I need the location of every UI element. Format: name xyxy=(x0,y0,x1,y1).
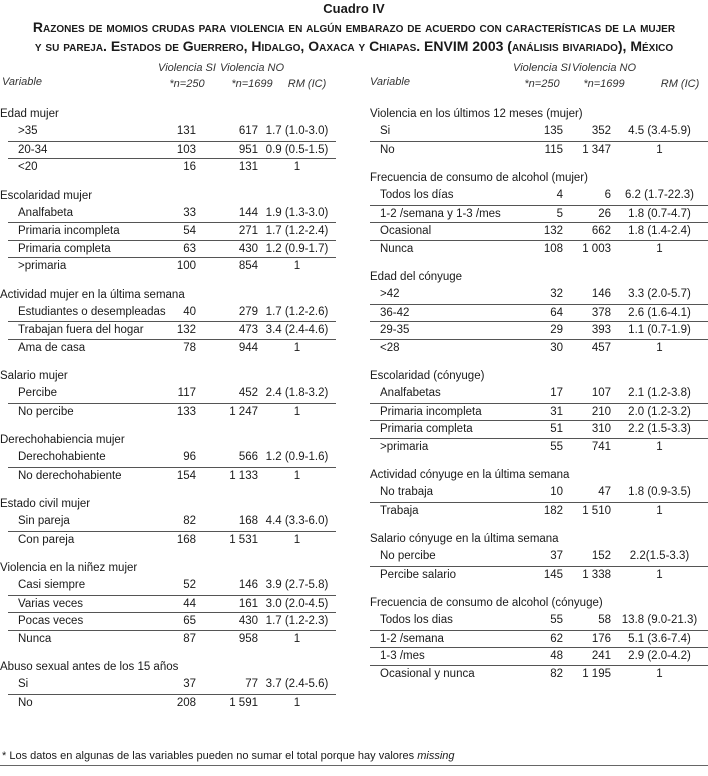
odds-ratio-ci: 2.9 (2.0-4.2) xyxy=(628,650,691,662)
odds-ratio-ci: 1 xyxy=(656,667,663,680)
section-title: Salario cónyuge en la última semana xyxy=(370,533,559,545)
row-label: Analfabetas xyxy=(380,387,441,399)
row-label: 1-2 /semana xyxy=(380,632,444,645)
row-label: >35 xyxy=(18,125,38,137)
header-si-right xyxy=(513,60,571,92)
violencia-no-count: 310 xyxy=(591,423,611,435)
table-row xyxy=(370,438,708,456)
violencia-si-count: 96 xyxy=(183,451,196,463)
row-label: Todos los días xyxy=(380,189,454,201)
violencia-si-count: 64 xyxy=(550,306,563,319)
violencia-no-count: 47 xyxy=(598,486,611,498)
violencia-si-count: 37 xyxy=(183,678,196,690)
violencia-no-count: 617 xyxy=(238,125,258,137)
violencia-no-count: 279 xyxy=(238,305,258,318)
violencia-si-count: 5 xyxy=(556,207,563,220)
table-section xyxy=(0,368,336,420)
violencia-si-count: 4 xyxy=(556,189,563,201)
violencia-si-count: 16 xyxy=(183,161,196,173)
table-section xyxy=(362,595,708,682)
table-section xyxy=(362,467,708,519)
violencia-no-count: 58 xyxy=(598,614,611,626)
violencia-si-count: 65 xyxy=(183,615,196,627)
violencia-si-count: 117 xyxy=(177,387,196,399)
odds-ratio-ci: 1 xyxy=(293,161,301,173)
odds-ratio-ci: 1.8 (0.7-4.7) xyxy=(628,207,691,220)
row-label: Estudiantes o desempleadas xyxy=(18,305,166,318)
violencia-no-count: 352 xyxy=(591,125,611,137)
violencia-no-count: 944 xyxy=(238,341,258,354)
header-variable-right: Variable xyxy=(370,76,410,88)
table-row xyxy=(8,595,336,613)
violencia-si-count: 63 xyxy=(183,242,196,255)
row-label: <20 xyxy=(18,161,38,173)
header-si-label: Violencia SI xyxy=(513,62,571,74)
odds-ratio-ci: 3.9 (2.7-5.8) xyxy=(265,579,329,591)
odds-ratio-ci: 5.1 (3.6-7.4) xyxy=(628,632,691,645)
table-section xyxy=(0,432,336,484)
violencia-no-count: 168 xyxy=(238,515,258,527)
violencia-no-count: 1 247 xyxy=(229,405,258,418)
table-row xyxy=(370,222,708,240)
violencia-no-count: 1 003 xyxy=(582,242,611,255)
table-row xyxy=(370,187,708,205)
table-row xyxy=(8,449,336,467)
row-label: Primaria completa xyxy=(380,423,473,435)
violencia-no-count: 566 xyxy=(238,451,258,463)
violencia-si-count: 115 xyxy=(544,143,563,156)
header-no-left xyxy=(220,60,284,92)
table-row xyxy=(8,577,336,595)
odds-ratio-ci: 13.8 (9.0-21.3) xyxy=(621,614,698,626)
header-rm-left: RM (IC) xyxy=(287,78,327,90)
violencia-no-count: 210 xyxy=(591,405,611,418)
table-row xyxy=(370,240,708,258)
violencia-si-count: 154 xyxy=(176,469,196,482)
odds-ratio-ci: 1 xyxy=(293,533,301,546)
violencia-si-count: 55 xyxy=(550,614,563,626)
header-no-n: *n=1699 xyxy=(583,78,625,90)
odds-ratio-ci: 3.7 (2.4-5.6) xyxy=(265,678,329,690)
table-row xyxy=(8,531,336,549)
row-label: Nunca xyxy=(18,632,52,645)
row-label: Derechohabiente xyxy=(18,451,106,463)
header-si-n: *n=250 xyxy=(169,78,205,90)
table-row xyxy=(8,694,336,712)
violencia-no-count: 77 xyxy=(245,678,258,690)
section-title: Actividad cónyuge en la última semana xyxy=(370,469,570,481)
table-section xyxy=(362,531,708,583)
violencia-no-count: 26 xyxy=(598,207,611,220)
violencia-no-count: 131 xyxy=(238,161,258,173)
table-row xyxy=(8,240,336,258)
table-row xyxy=(370,141,708,159)
section-title: Edad mujer xyxy=(0,108,59,120)
table-row xyxy=(8,222,336,240)
violencia-si-count: 100 xyxy=(176,260,196,272)
violencia-si-count: 30 xyxy=(550,341,563,354)
row-label: Primaria incompleta xyxy=(18,225,120,237)
header-si-label: Violencia SI xyxy=(158,62,216,74)
table-row xyxy=(370,339,708,357)
violencia-no-count: 662 xyxy=(591,225,611,237)
table-row xyxy=(370,630,708,648)
row-label: Todos los dias xyxy=(380,614,453,626)
violencia-no-count: 1 133 xyxy=(229,469,258,482)
row-label: 29-35 xyxy=(380,324,410,336)
row-label: No percibe xyxy=(18,405,74,418)
table-number: Cuadro IV xyxy=(323,1,385,16)
violencia-si-count: 208 xyxy=(176,696,196,709)
odds-ratio-ci: 2.6 (1.6-4.1) xyxy=(628,306,691,319)
violencia-no-count: 430 xyxy=(238,242,258,255)
violencia-si-count: 37 xyxy=(550,550,563,562)
violencia-no-count: 176 xyxy=(591,632,611,645)
table-section xyxy=(0,560,336,647)
violencia-no-count: 741 xyxy=(591,440,611,453)
row-label: Casi siempre xyxy=(18,579,86,591)
table-section xyxy=(362,368,708,455)
table-section xyxy=(0,287,336,357)
row-label: Ocasional y nunca xyxy=(380,667,475,680)
violencia-no-count: 6 xyxy=(604,189,611,201)
row-label: No derechohabiente xyxy=(18,469,122,482)
violencia-no-count: 161 xyxy=(238,597,258,610)
table-section xyxy=(0,106,336,176)
odds-ratio-ci: 3.4 (2.4-4.6) xyxy=(265,324,329,336)
odds-ratio-ci: 4.5 (3.4-5.9) xyxy=(628,125,691,137)
violencia-si-count: 62 xyxy=(550,632,563,645)
table-row xyxy=(370,612,708,630)
section-title: Escolaridad mujer xyxy=(0,189,93,202)
odds-ratio-ci: 1 xyxy=(293,405,301,418)
odds-ratio-ci: 0.9 (0.5-1.5) xyxy=(265,143,329,156)
header-si-left xyxy=(158,60,216,92)
violencia-si-count: 135 xyxy=(543,125,563,137)
odds-ratio-ci: 1.1 (0.7-1.9) xyxy=(628,324,691,336)
footnote-italic: missing xyxy=(417,750,455,762)
table-row xyxy=(8,304,336,322)
violencia-si-count: 131 xyxy=(176,125,196,137)
row-label: Ocasional xyxy=(380,225,432,237)
table-row xyxy=(370,484,708,502)
violencia-si-count: 132 xyxy=(543,225,563,237)
violencia-no-count: 144 xyxy=(238,206,258,219)
odds-ratio-ci: 1 xyxy=(293,469,301,482)
odds-ratio-ci: 1.7 (1.0-3.0) xyxy=(265,125,329,137)
row-label: 36-42 xyxy=(380,306,410,319)
violencia-si-count: 87 xyxy=(183,632,196,645)
violencia-no-count: 271 xyxy=(238,225,258,237)
violencia-si-count: 33 xyxy=(183,206,196,219)
title-line-1: Razones de momios crudas para violencia en algún embarazo de acuerdo con características de la mujer xyxy=(32,19,676,35)
table-row xyxy=(8,158,336,176)
table-row xyxy=(370,647,708,665)
table-row xyxy=(370,304,708,322)
row-label: Primaria incompleta xyxy=(380,405,482,418)
table-section xyxy=(0,496,336,548)
row-label: Sin pareja xyxy=(18,515,70,527)
row-label: Si xyxy=(380,125,391,137)
title-line-2: y su pareja. Estados de Guerrero, Hidalgo, Oaxaca y Chiapas. ENVIM 2003 (análisis bivariado), México xyxy=(34,38,674,54)
odds-ratio-ci: 4.4 (3.3-6.0) xyxy=(265,515,329,527)
section-title: Derechohabiencia mujer xyxy=(0,434,125,446)
table-row xyxy=(8,257,336,275)
row-label: 20-34 xyxy=(18,143,48,156)
violencia-no-count: 1 531 xyxy=(229,533,258,546)
violencia-si-count: 54 xyxy=(183,225,196,237)
table-row xyxy=(8,513,336,531)
row-label: >primaria xyxy=(380,440,429,453)
odds-ratio-ci: 2.0 (1.2-3.2) xyxy=(628,405,691,418)
section-title: Frecuencia de consumo de alcohol (mujer) xyxy=(370,172,588,184)
violencia-si-count: 133 xyxy=(176,405,196,418)
violencia-no-count: 452 xyxy=(238,387,258,399)
header-si-n: *n=250 xyxy=(524,78,560,90)
odds-ratio-ci: 1 xyxy=(293,696,301,709)
table-row xyxy=(8,630,336,648)
violencia-si-count: 108 xyxy=(543,242,563,255)
violencia-no-count: 951 xyxy=(238,143,258,156)
odds-ratio-ci: 1 xyxy=(293,341,301,354)
table-row xyxy=(370,205,708,223)
violencia-si-count: 32 xyxy=(550,288,563,300)
header-variable-left: Variable xyxy=(2,76,42,88)
violencia-si-count: 82 xyxy=(183,515,196,527)
violencia-si-count: 52 xyxy=(183,579,196,591)
violencia-no-count: 393 xyxy=(591,324,611,336)
violencia-si-count: 55 xyxy=(550,440,563,453)
violencia-si-count: 10 xyxy=(550,486,563,498)
footnote xyxy=(2,750,455,762)
violencia-no-count: 146 xyxy=(238,579,258,591)
violencia-si-count: 51 xyxy=(550,423,563,435)
table-row xyxy=(8,612,336,630)
table-row xyxy=(8,339,336,357)
row-label: Primaria completa xyxy=(18,242,111,255)
odds-ratio-ci: 6.2 (1.7-22.3) xyxy=(624,189,695,201)
section-title: Salario mujer xyxy=(0,370,68,382)
table-section xyxy=(362,170,708,257)
section-title: Violencia en la niñez mujer xyxy=(0,562,138,574)
odds-ratio-ci: 1.7 (1.2-2.4) xyxy=(265,225,329,237)
violencia-no-count: 1 347 xyxy=(582,143,611,156)
row-label: Nunca xyxy=(380,242,414,255)
header-rm-right: RM (IC) xyxy=(660,78,700,90)
violencia-si-count: 44 xyxy=(183,597,196,610)
odds-ratio-ci: 1 xyxy=(656,504,663,517)
table-row xyxy=(370,321,708,339)
odds-ratio-ci: 2.1 (1.2-3.8) xyxy=(628,387,691,399)
odds-ratio-ci: 1.8 (0.9-3.5) xyxy=(628,486,691,498)
odds-ratio-ci: 1.2 (0.9-1.6) xyxy=(265,451,329,463)
odds-ratio-ci: 1.9 (1.3-3.0) xyxy=(265,206,329,219)
violencia-no-count: 241 xyxy=(591,650,611,662)
violencia-no-count: 1 510 xyxy=(582,504,611,517)
odds-ratio-ci: 2.4 (1.8-3.2) xyxy=(265,387,329,399)
table-row xyxy=(370,566,708,584)
table-row xyxy=(370,123,708,141)
odds-ratio-ci: 1 xyxy=(656,440,663,453)
odds-ratio-ci: 2.2(1.5-3.3) xyxy=(629,550,690,562)
violencia-si-count: 168 xyxy=(176,533,196,546)
violencia-no-count: 146 xyxy=(591,288,611,300)
row-label: Pocas veces xyxy=(18,615,84,627)
table-row xyxy=(8,205,336,223)
table-row xyxy=(370,548,708,566)
row-label: >42 xyxy=(380,288,400,300)
violencia-si-count: 145 xyxy=(543,568,563,581)
violencia-si-count: 82 xyxy=(550,667,563,680)
row-label: Varias veces xyxy=(18,597,83,610)
odds-ratio-ci: 3.0 (2.0-4.5) xyxy=(265,597,329,610)
table-row xyxy=(370,403,708,421)
violencia-si-count: 103 xyxy=(176,143,196,156)
section-title: Estado civil mujer xyxy=(0,498,91,510)
section-title: Abuso sexual antes de los 15 años xyxy=(0,661,179,673)
odds-ratio-ci: 1 xyxy=(656,341,663,354)
violencia-no-count: 430 xyxy=(238,615,258,627)
odds-ratio-ci: 1 xyxy=(656,242,663,255)
row-label: 1-2 /semana y 1-3 /mes xyxy=(380,207,501,220)
table-row xyxy=(370,502,708,520)
table-row xyxy=(8,676,336,694)
violencia-no-count: 1 338 xyxy=(582,568,611,581)
table-row xyxy=(8,403,336,421)
violencia-no-count: 1 591 xyxy=(229,696,258,709)
row-label: No percibe xyxy=(380,550,436,562)
violencia-no-count: 958 xyxy=(238,632,258,645)
row-label: >primaria xyxy=(18,260,67,272)
table-section xyxy=(362,269,708,356)
table-row xyxy=(8,141,336,159)
odds-ratio-ci: 1 xyxy=(293,632,301,645)
section-title: Actividad mujer en la última semana xyxy=(0,288,185,301)
header-no-n: *n=1699 xyxy=(231,78,273,90)
violencia-no-count: 152 xyxy=(591,550,611,562)
table-title xyxy=(0,18,708,56)
header-no-right xyxy=(572,60,636,92)
table-section xyxy=(0,659,336,711)
violencia-no-count: 107 xyxy=(591,387,611,399)
footnote-text: * Los datos en algunas de las variables pueden no sumar el total porque hay valores xyxy=(2,750,418,762)
violencia-si-count: 31 xyxy=(550,405,563,418)
violencia-si-count: 29 xyxy=(550,324,563,336)
violencia-no-count: 1 195 xyxy=(582,667,611,680)
odds-ratio-ci: 1.7 (1.2-2.3) xyxy=(265,615,329,627)
left-table-column xyxy=(0,106,336,723)
odds-ratio-ci: 2.2 (1.5-3.3) xyxy=(628,423,691,435)
row-label: Ama de casa xyxy=(18,341,86,354)
row-label: Analfabeta xyxy=(18,206,73,219)
section-title: Violencia en los últimos 12 meses (mujer) xyxy=(370,108,583,120)
violencia-si-count: 17 xyxy=(550,387,563,399)
table-row xyxy=(8,467,336,485)
odds-ratio-ci: 1.7 (1.2-2.6) xyxy=(265,305,329,318)
table-row xyxy=(370,286,708,304)
violencia-si-count: 78 xyxy=(183,341,196,354)
table-section xyxy=(362,106,708,158)
table-section xyxy=(0,188,336,275)
table-row xyxy=(370,665,708,683)
row-label: 1-3 /mes xyxy=(380,650,425,662)
header-no-label: Violencia NO xyxy=(220,62,284,74)
right-table-column xyxy=(362,106,708,694)
row-label: No trabaja xyxy=(380,486,434,498)
violencia-si-count: 40 xyxy=(183,305,196,318)
table-row xyxy=(8,123,336,141)
row-label: Percibe xyxy=(18,387,57,399)
violencia-no-count: 457 xyxy=(591,341,611,354)
section-title: Escolaridad (cónyuge) xyxy=(370,370,485,382)
row-label: Trabajan fuera del hogar xyxy=(18,324,144,336)
violencia-si-count: 48 xyxy=(550,650,563,662)
row-label: No xyxy=(380,143,395,156)
row-label: No xyxy=(18,696,33,709)
violencia-no-count: 854 xyxy=(238,260,258,272)
row-label: Si xyxy=(18,678,29,690)
row-label: <28 xyxy=(380,341,400,354)
odds-ratio-ci: 1.8 (1.4-2.4) xyxy=(628,225,691,237)
violencia-si-count: 182 xyxy=(543,504,563,517)
header-no-label: Violencia NO xyxy=(572,62,636,74)
odds-ratio-ci: 3.3 (2.0-5.7) xyxy=(628,288,691,300)
table-row xyxy=(370,385,708,403)
section-title: Frecuencia de consumo de alcohol (cónyuge) xyxy=(370,597,603,609)
odds-ratio-ci: 1 xyxy=(293,260,301,272)
section-title: Edad del cónyuge xyxy=(370,271,463,283)
row-label: Con pareja xyxy=(18,533,75,546)
odds-ratio-ci: 1.2 (0.9-1.7) xyxy=(265,242,329,255)
violencia-no-count: 378 xyxy=(591,306,611,319)
violencia-no-count: 473 xyxy=(238,324,258,336)
table-row xyxy=(8,321,336,339)
odds-ratio-ci: 1 xyxy=(656,143,663,156)
table-row xyxy=(8,385,336,403)
row-label: Trabaja xyxy=(380,504,419,517)
odds-ratio-ci: 1 xyxy=(656,568,663,581)
violencia-si-count: 132 xyxy=(176,324,196,336)
row-label: Percibe salario xyxy=(380,568,457,581)
table-row xyxy=(370,420,708,438)
bottom-rule xyxy=(0,765,708,766)
